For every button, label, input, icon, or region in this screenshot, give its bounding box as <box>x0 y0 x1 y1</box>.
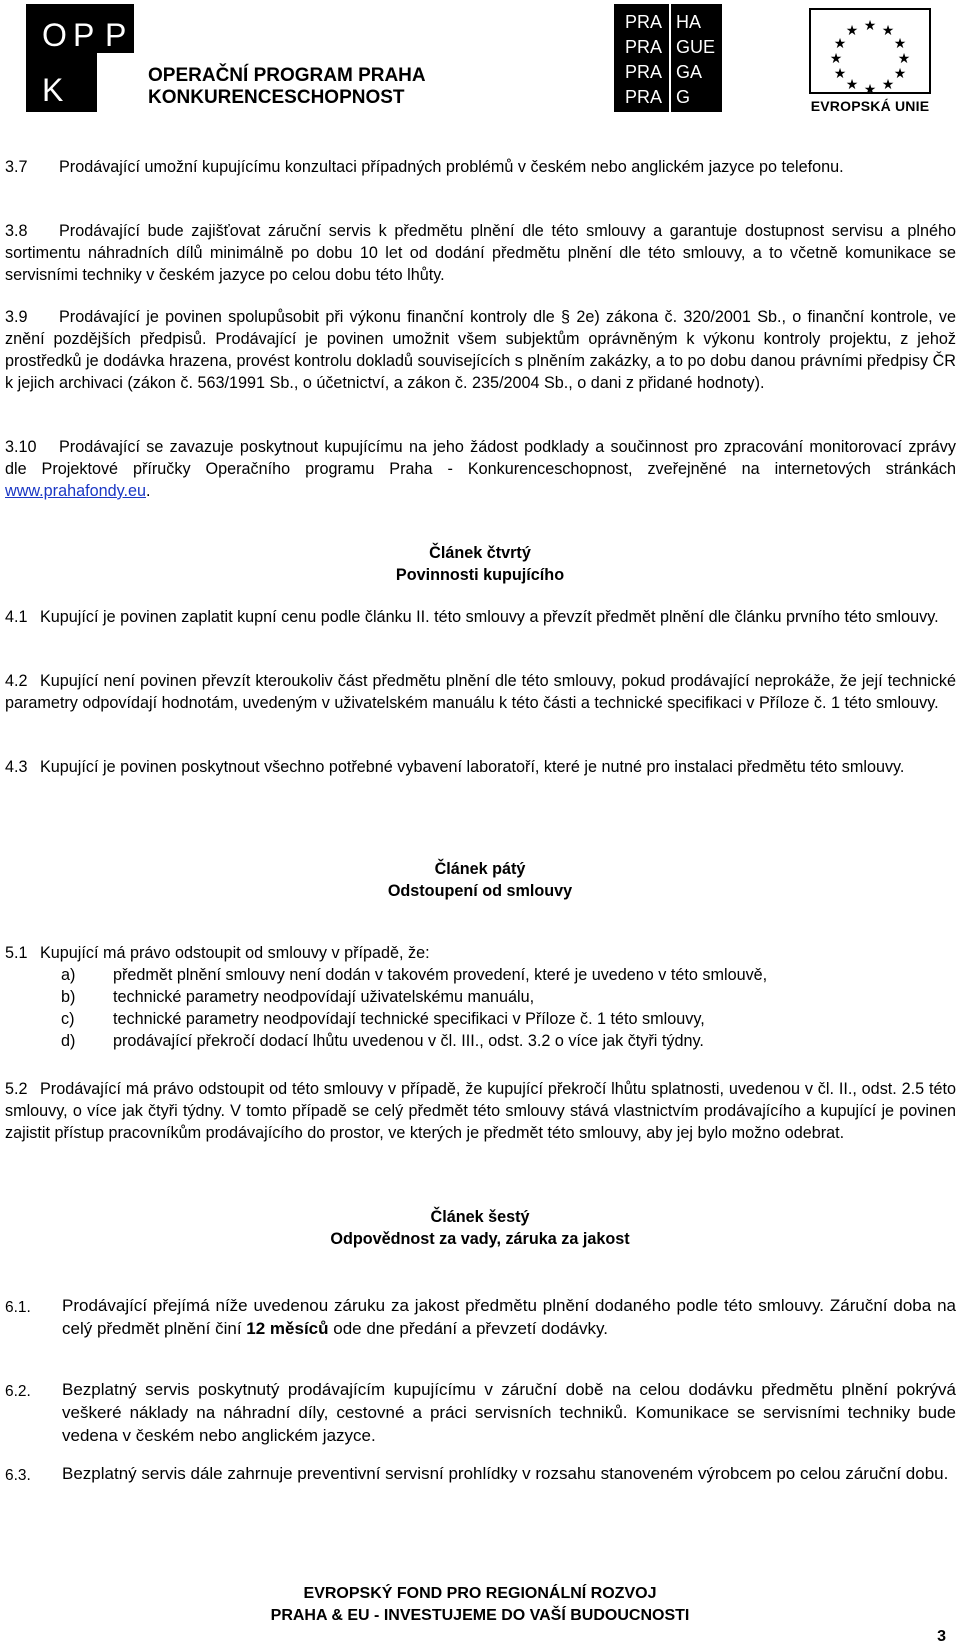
opp-letter-p1: P <box>73 17 95 53</box>
list-item-text: předmět plnění smlouvy není dodán v takovém provedení, které je uvedeno v této smlouvě, <box>113 966 768 984</box>
clause-text: Kupující je povinen zaplatit kupní cenu podle článku II. této smlouvy a převzít předmět plnění dle článku prvního této smlouvy. <box>40 608 939 626</box>
list-item-label: c) <box>61 1010 75 1028</box>
praha-right-4: G <box>676 87 691 107</box>
list-item-label: b) <box>61 988 76 1006</box>
article-6-subtitle: Odpovědnost za vady, záruka za jakost <box>330 1230 630 1248</box>
clause-text: Kupující není povinen převzít kteroukoliv část předmětu plnění dle této smlouvy, pokud prodávající neprokáže, že její technické parametry odpovídají hodnotám, uvedeným v uživatelském manuálu k této části a technické specifikaci v Příloze č. 1 této smlouvy. <box>5 672 956 712</box>
warranty-period: 12 měsíců <box>246 1319 329 1338</box>
clause-number: 4.3 <box>5 758 28 776</box>
clause-3-7 <box>5 156 956 178</box>
svg-text:★: ★ <box>845 22 859 38</box>
svg-text:★: ★ <box>863 81 877 97</box>
svg-text:★: ★ <box>881 76 895 92</box>
clause-text-end: . <box>145 482 151 500</box>
clause-3-9 <box>5 306 956 394</box>
clause-text: Kupující je povinen poskytnout všechno potřebné vybavení laboratoří, které je nutné pro instalaci předmětu této smlouvy. <box>40 758 905 776</box>
svg-text:★: ★ <box>829 50 843 66</box>
clause-text-part1: Prodávající je povinen spolupůsobit při výkonu finanční kontroly dle <box>59 308 555 326</box>
clause-3-8 <box>5 220 956 286</box>
svg-text:★: ★ <box>845 76 859 92</box>
clause-4-3 <box>5 756 956 778</box>
clause-text-part2: ode dne předání a převzetí dodávky. <box>333 1319 608 1338</box>
article-6-title: Článek šestý <box>430 1208 530 1226</box>
list-item-text: technické parametry neodpovídají technické specifikaci v Příloze č. 1 této smlouvy, <box>113 1010 705 1028</box>
list-item-text: technické parametry neodpovídají uživatelskému manuálu, <box>113 988 535 1006</box>
clause-text-part1: Prodávající přejímá níže uvedenou záruku za jakost předmětu plnění dodaného podle této smlouvy. Záruční doba na celý předmět plnění činí <box>62 1296 956 1338</box>
clause-number: 6.1. <box>5 1299 31 1316</box>
opp-line2: KONKURENCESCHOPNOST <box>148 87 405 108</box>
article-5-subtitle: Odstoupení od smlouvy <box>387 882 573 900</box>
clause-number: 6.3. <box>5 1467 31 1484</box>
opp-letter-o: O <box>42 17 67 53</box>
list-item-label: d) <box>61 1032 76 1050</box>
clause-number: 3.8 <box>5 222 28 240</box>
clause-3-10 <box>5 436 956 502</box>
praha-right-3: GA <box>676 62 703 82</box>
page-number: 3 <box>937 1628 946 1645</box>
clause-5-1 <box>5 942 956 964</box>
opp-line1: OPERAČNÍ PROGRAM PRAHA <box>148 65 426 86</box>
article-4-title: Článek čtvrtý <box>429 544 531 562</box>
praha-right-2: GUE <box>676 37 716 57</box>
section-mark: § <box>561 308 571 326</box>
clause-text: Prodávající umožní kupujícímu konzultaci případných problémů v českém nebo anglickém jazyce po telefonu. <box>59 158 844 176</box>
svg-text:★: ★ <box>833 65 847 81</box>
svg-text:★: ★ <box>863 17 877 33</box>
clause-5-2 <box>5 1078 956 1144</box>
opp-letter-p2: P <box>105 17 127 53</box>
article-4-subtitle: Povinnosti kupujícího <box>395 566 565 584</box>
clause-number: 4.2 <box>5 672 28 690</box>
opp-letter-k: K <box>42 72 64 108</box>
praha-left-2: PRA <box>625 37 663 57</box>
praha-right-1: HA <box>676 12 702 32</box>
svg-text:★: ★ <box>881 22 895 38</box>
clause-text: Bezplatný servis dále zahrnuje preventivní servisní prohlídky v rozsahu stanoveném výrobcem po celou záruční dobu. <box>62 1464 949 1483</box>
clause-text: Prodávající se zavazuje poskytnout kupujícímu na jeho žádost podklady a součinnost pro zpracování monitorovací zprávy dle Projektové příručky Operačního programu Praha - Konkurenceschopnost, zveřejněné na internetových stránkách <box>5 438 956 478</box>
svg-text:★: ★ <box>833 35 847 51</box>
clause-text: Bezplatný servis poskytnutý prodávajícím kupujícímu v záruční době na celou dodávku předmětu plnění pokrývá veškeré náklady na náhradní díly, cestovné a práci servisních techniků. Komunikace se servisními techniky bude vedena v českém nebo anglickém jazyce. <box>62 1380 956 1445</box>
clause-text: Prodávající bude zajišťovat záruční servis k předmětu plnění dle této smlouvy a garantuje dostupnost servisu a plného sortimentu náhradních dílů minimálně po dobu 10 let od dodání předmětu plnění dle této smlouvy, a to včetně komunikace se servisními techniky v českém jazyce po celou dobu této lhůty. <box>5 222 956 284</box>
clause-number: 6.2. <box>5 1383 31 1400</box>
list-item-text: prodávající překročí dodací lhůtu uvedenou v čl. III., odst. 3.2 o více jak čtyři týdny. <box>113 1032 704 1050</box>
svg-text:★: ★ <box>893 65 907 81</box>
clause-number: 4.1 <box>5 608 28 626</box>
praha-left-1: PRA <box>625 12 663 32</box>
clause-number: 3.7 <box>5 158 28 176</box>
article-5-title: Článek pátý <box>434 860 526 878</box>
clause-text: Prodávající má právo odstoupit od této smlouvy v případě, že kupující překročí lhůtu splatnosti, uvedenou v čl. II., odst. 2.5 této smlouvy, o více jak čtyři týdny. V tomto případě se celý předmět této smlouvy stává vlastnictvím prodávajícího a kupující je povinen zajistit přístup pracovníkům prodávajícího do prostor, ve kterých je předmět této smlouvy, aby jej bylo možno odebrat. <box>5 1080 956 1142</box>
clause-number: 5.2 <box>5 1080 28 1098</box>
footer-line-2: PRAHA & EU - INVESTUJEME DO VAŠÍ BUDOUCNOSTI <box>270 1607 690 1624</box>
clause-4-2 <box>5 670 956 714</box>
svg-text:★: ★ <box>897 50 911 66</box>
eu-caption: EVROPSKÁ UNIE <box>810 98 930 114</box>
praha-left-3: PRA <box>625 62 663 82</box>
clause-6-2 <box>5 1378 956 1447</box>
praha-left-4: PRA <box>625 87 663 107</box>
clause-number: 3.9 <box>5 308 28 326</box>
clause-4-1 <box>5 606 956 628</box>
clause-6-3 <box>5 1462 956 1485</box>
clause-number: 3.10 <box>5 438 37 456</box>
prahafondy-link[interactable]: www.prahafondy.eu <box>5 482 146 500</box>
footer-line-1: EVROPSKÝ FOND PRO REGIONÁLNÍ ROZVOJ <box>303 1585 657 1602</box>
clause-number: 5.1 <box>5 944 28 962</box>
svg-text:★: ★ <box>893 35 907 51</box>
clause-text: Kupující má právo odstoupit od smlouvy v případě, že: <box>40 944 430 962</box>
praha-logo <box>614 4 722 116</box>
opp-logo <box>26 4 466 116</box>
clause-6-1 <box>5 1294 956 1340</box>
list-item-label: a) <box>61 966 76 984</box>
clause-text-part2: 2e) zákona č. 320/2001 Sb., o finanční kontrole, ve znění pozdějších předpisů. Prodávající je povinen umožnit všem subjektům oprávněným k výkonu kontroly projektu, z jehož prostředků je dodávka hrazena, provést kontrolu dokladů souvisejících s plněním zakázky, a to po dobu danou právními předpisy ČR k jejich archivaci (zákon č. 563/1991 Sb., o účetnictví, a zákon č. 235/2004 Sb., o dani z přidané hodnoty). <box>5 308 957 392</box>
